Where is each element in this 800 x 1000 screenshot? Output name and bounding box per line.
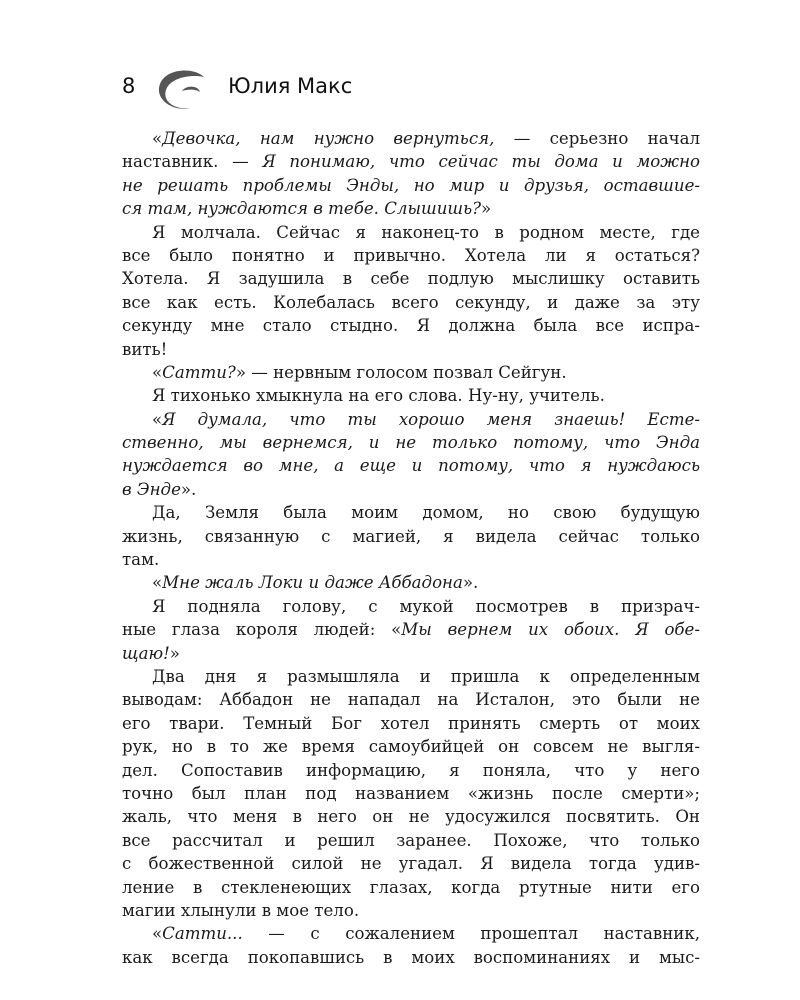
- text-line: [122, 759, 700, 782]
- text: Хотела. Я задушила в себе подлую мыслишку оставить: [122, 269, 700, 289]
- text-line: [122, 922, 700, 945]
- text-line: [122, 618, 700, 641]
- page-header: [122, 68, 682, 112]
- text: Два дня я размышляла и пришла к определенным: [152, 666, 700, 686]
- text-line: [122, 244, 700, 267]
- text: «: [152, 924, 163, 944]
- text-line: [122, 408, 700, 431]
- text: Да, Земля была моим домом, но свою будущую: [152, 503, 700, 523]
- text: — серьезно начал: [494, 129, 700, 148]
- text: ».: [180, 479, 197, 499]
- italic-text: Мы вернем их обоих. Я обе-: [401, 620, 700, 640]
- text: точно был план под названием «жизнь после смерти»;: [122, 783, 700, 803]
- italic-text: щаю!: [122, 643, 170, 663]
- text: секунду мне стало стыдно. Я должна была все испра-: [122, 316, 700, 336]
- text-line: [122, 197, 700, 220]
- italic-text: Девочка, нам нужно вернуться,: [162, 129, 495, 148]
- italic-text: Сатти?: [162, 362, 236, 382]
- italic-text: Мне жаль Локи и даже Аббадона: [162, 573, 463, 593]
- text: все было понятно и привычно. Хотела ли я остаться?: [122, 245, 700, 265]
- italic-text: ся там, нуждаются в тебе. Слышишь?: [122, 199, 482, 219]
- text-line: [122, 665, 700, 688]
- text-line: [122, 501, 700, 524]
- text-line: [122, 174, 700, 197]
- text: »: [169, 643, 180, 663]
- text: все рассчитал и решил заранее. Похоже, что только: [122, 830, 700, 850]
- text: жаль, что меня в него он не удосужился посвятить. Он: [122, 807, 700, 827]
- text-line: [122, 642, 700, 665]
- italic-text: Я понимаю, что сейчас ты дома и можно: [262, 152, 701, 172]
- text-line: [122, 548, 700, 571]
- text: Я молчала. Сейчас я наконец-то в родном месте, где: [152, 222, 700, 242]
- swirl-logo-icon: [152, 68, 208, 112]
- text: рук, но в то же время самоубийцей он совсем не выгля-: [122, 737, 700, 757]
- text: ление в стекленеющих глазах, когда ртутные нити его: [122, 877, 700, 897]
- italic-text: Я думала, что ты хорошо меня знаешь! Есте-: [162, 409, 700, 429]
- text: жизнь, связанную с магией, я видела сейчас только: [122, 526, 700, 546]
- text-line: [122, 805, 700, 828]
- text-line: [122, 735, 700, 758]
- text-line: [122, 478, 700, 501]
- italic-text: в Энде: [122, 479, 181, 499]
- text-line: [122, 454, 700, 477]
- text-line: [122, 899, 700, 922]
- text: »: [481, 199, 492, 219]
- text-line: [122, 712, 700, 735]
- text: Я подняла голову, с мукой посмотрев в призрач-: [152, 596, 700, 616]
- text: дел. Сопоставив информацию, я поняла, что у него: [122, 760, 700, 780]
- italic-text: ственно, мы вернемся, и не только потому, что Энда: [122, 433, 700, 453]
- text-line: [122, 384, 700, 407]
- text: выводам: Аббадон не нападал на Исталон, это были не: [122, 690, 700, 710]
- text: там.: [122, 550, 160, 570]
- text: «: [152, 573, 163, 593]
- text: магии хлынули в мое тело.: [122, 900, 360, 920]
- text: «: [152, 129, 163, 148]
- text: все как есть. Колебалась всего секунду, и даже за эту: [122, 292, 700, 312]
- text: как всегда покопавшись в моих воспоминаниях и мыс-: [122, 947, 700, 967]
- body-text: [122, 127, 700, 969]
- author-name: Юлия Макс: [228, 74, 353, 98]
- text-line: [122, 829, 700, 852]
- text-line: [122, 571, 700, 594]
- text-line: [122, 361, 700, 384]
- text: с божественной силой не угадал. Я видела тогда удив-: [122, 854, 700, 874]
- text-line: [122, 688, 700, 711]
- text-line: [122, 525, 700, 548]
- text-line: [122, 595, 700, 618]
- text-line: [122, 338, 700, 361]
- text-line: [122, 150, 700, 173]
- text-line: [122, 221, 700, 244]
- text: ные глаза короля людей: «: [122, 620, 402, 640]
- text-line: [122, 291, 700, 314]
- text-line: [122, 852, 700, 875]
- text-line: [122, 946, 700, 969]
- text: «: [152, 362, 163, 382]
- italic-text: не решать проблемы Энды, но мир и друзья, оставшие-: [122, 175, 700, 195]
- text: наставник. —: [122, 152, 263, 172]
- text: ».: [462, 573, 479, 593]
- text: «: [152, 409, 163, 429]
- italic-text: нуждается во мне, а еще и потому, что я нуждаюсь: [122, 456, 700, 476]
- page-number: 8: [122, 74, 136, 98]
- text: вить!: [122, 339, 168, 359]
- text-line: [122, 314, 700, 337]
- text: его твари. Темный Бог хотел принять смерть от моих: [122, 713, 700, 733]
- text-line: [122, 782, 700, 805]
- text-line: [122, 267, 700, 290]
- italic-text: Сатти...: [162, 924, 243, 944]
- text-line: [122, 876, 700, 899]
- text: » — нервным голосом позвал Сейгун.: [235, 362, 567, 382]
- text: Я тихонько хмыкнула на его слова. Ну-ну, учитель.: [152, 386, 605, 406]
- text: — с сожалением прошептал наставник,: [242, 924, 700, 944]
- text-line: [122, 127, 700, 150]
- text-line: [122, 431, 700, 454]
